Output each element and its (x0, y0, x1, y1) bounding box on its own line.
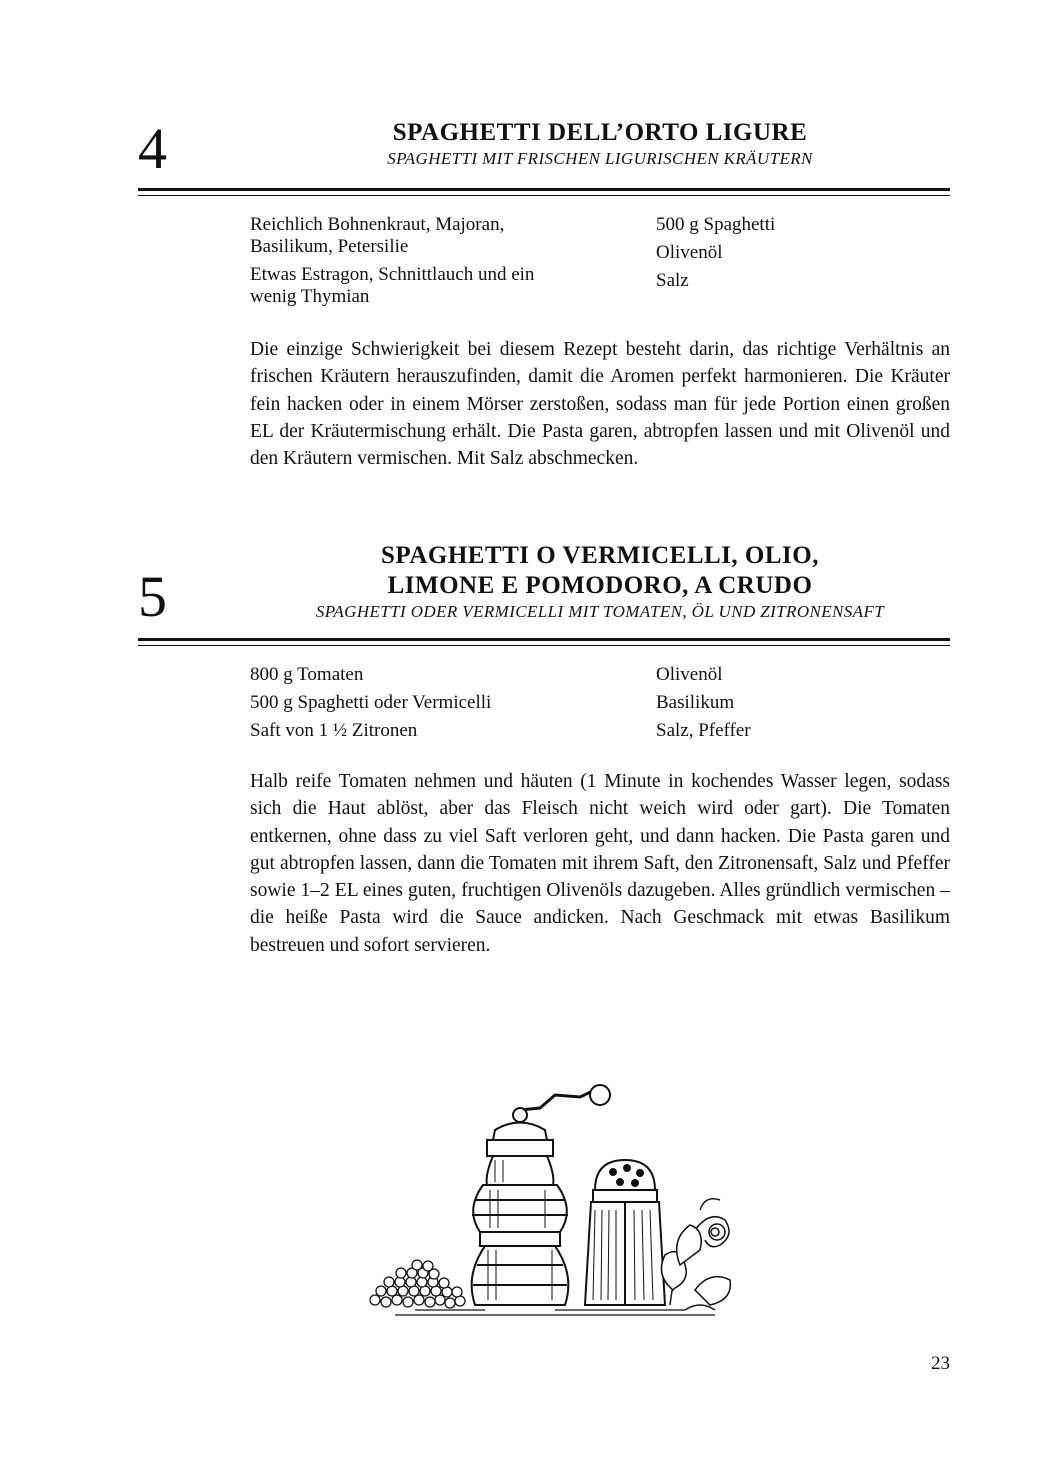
recipe-title: SPAGHETTI DELL’ORTO LIGURE (392, 119, 808, 146)
ingredient: Saft von 1 ½ Zitronen (250, 720, 418, 741)
ingredient: 500 g Spaghetti oder Vermicelli (250, 692, 492, 713)
salt-shaker-icon (585, 1160, 665, 1305)
ingredient: Salz (656, 270, 689, 291)
ingredient: 800 g Tomaten (250, 664, 364, 685)
heading-rule-thin (138, 645, 950, 646)
ingredient: Etwas Estragon, Schnittlauch und ein wenig Thymian (250, 264, 535, 307)
ingredient: Basilikum (656, 692, 735, 713)
recipe-number: 5 (138, 564, 167, 629)
ingredient: 500 g Spaghetti (656, 214, 776, 235)
ingredients-right (656, 214, 946, 298)
recipe-instructions: Halb reife Tomaten nehmen und häuten (1 Minute in kochendes Wasser legen, sodass sich die Haut ablöst, aber das Fleisch nicht weich wird oder gart). Die Tomaten entkernen, ohne dass zu viel Saft verloren geht, und dann hacken. Die Pasta garen und gut abtropfen lassen, dann die Tomaten mit ihrem Saft, den Zitronensaft, Salz und Pfeffer sowie 1–2 EL eines guten, fruchtigen Olivenöls dazugeben. Alles gründlich vermischen – die heiße Pasta wird die Sauce andicken. Nach Geschmack mit etwas Basilikum bestreuen und sofort servieren. (250, 771, 950, 956)
pepper-mill-salt-shaker-illustration (355, 1060, 745, 1330)
parsley-icon (661, 1199, 730, 1310)
ingredients-left (250, 664, 580, 748)
page-number: 23 (931, 1353, 950, 1374)
recipe-heading (250, 118, 950, 170)
heading-rule-thick (138, 188, 950, 191)
ingredients-right (656, 664, 946, 748)
ingredient: Reichlich Bohnenkraut, Majoran, Basilikum, Petersilie (250, 214, 505, 257)
recipe-title-line: LIMONE E POMODORO, A CRUDO (387, 572, 813, 599)
recipe-heading (250, 541, 950, 623)
ingredient: Salz, Pfeffer (656, 720, 751, 741)
recipe-number: 4 (138, 116, 167, 181)
peppercorns-icon (370, 1260, 465, 1308)
heading-rule-thin (138, 195, 950, 196)
ingredients-left (250, 214, 550, 314)
recipe-instructions: Die einzige Schwierigkeit bei diesem Rezept besteht darin, das richtige Verhältnis an frischen Kräutern herauszufinden, damit die Aromen perfekt harmonieren. Die Kräuter fein hacken oder in einem Mörser zerstoßen, sodass man für jede Portion einen großen EL der Kräutermischung erhält. Die Pasta garen, abtropfen lassen und mit Olivenöl und den Kräutern vermischen. Mit Salz abschmecken. (250, 339, 950, 470)
heading-rule-thick (138, 638, 950, 641)
recipe-subtitle: SPAGHETTI MIT FRISCHEN LIGURISCHEN KRÄUTERN (387, 149, 813, 168)
ingredient: Olivenöl (656, 242, 723, 263)
recipe-title-line: SPAGHETTI O VERMICELLI, OLIO, (381, 542, 819, 569)
ingredient: Olivenöl (656, 664, 723, 685)
recipe-subtitle: SPAGHETTI ODER VERMICELLI MIT TOMATEN, ÖL UND ZITRONENSAFT (315, 602, 885, 621)
ground-shadow (395, 1310, 715, 1315)
